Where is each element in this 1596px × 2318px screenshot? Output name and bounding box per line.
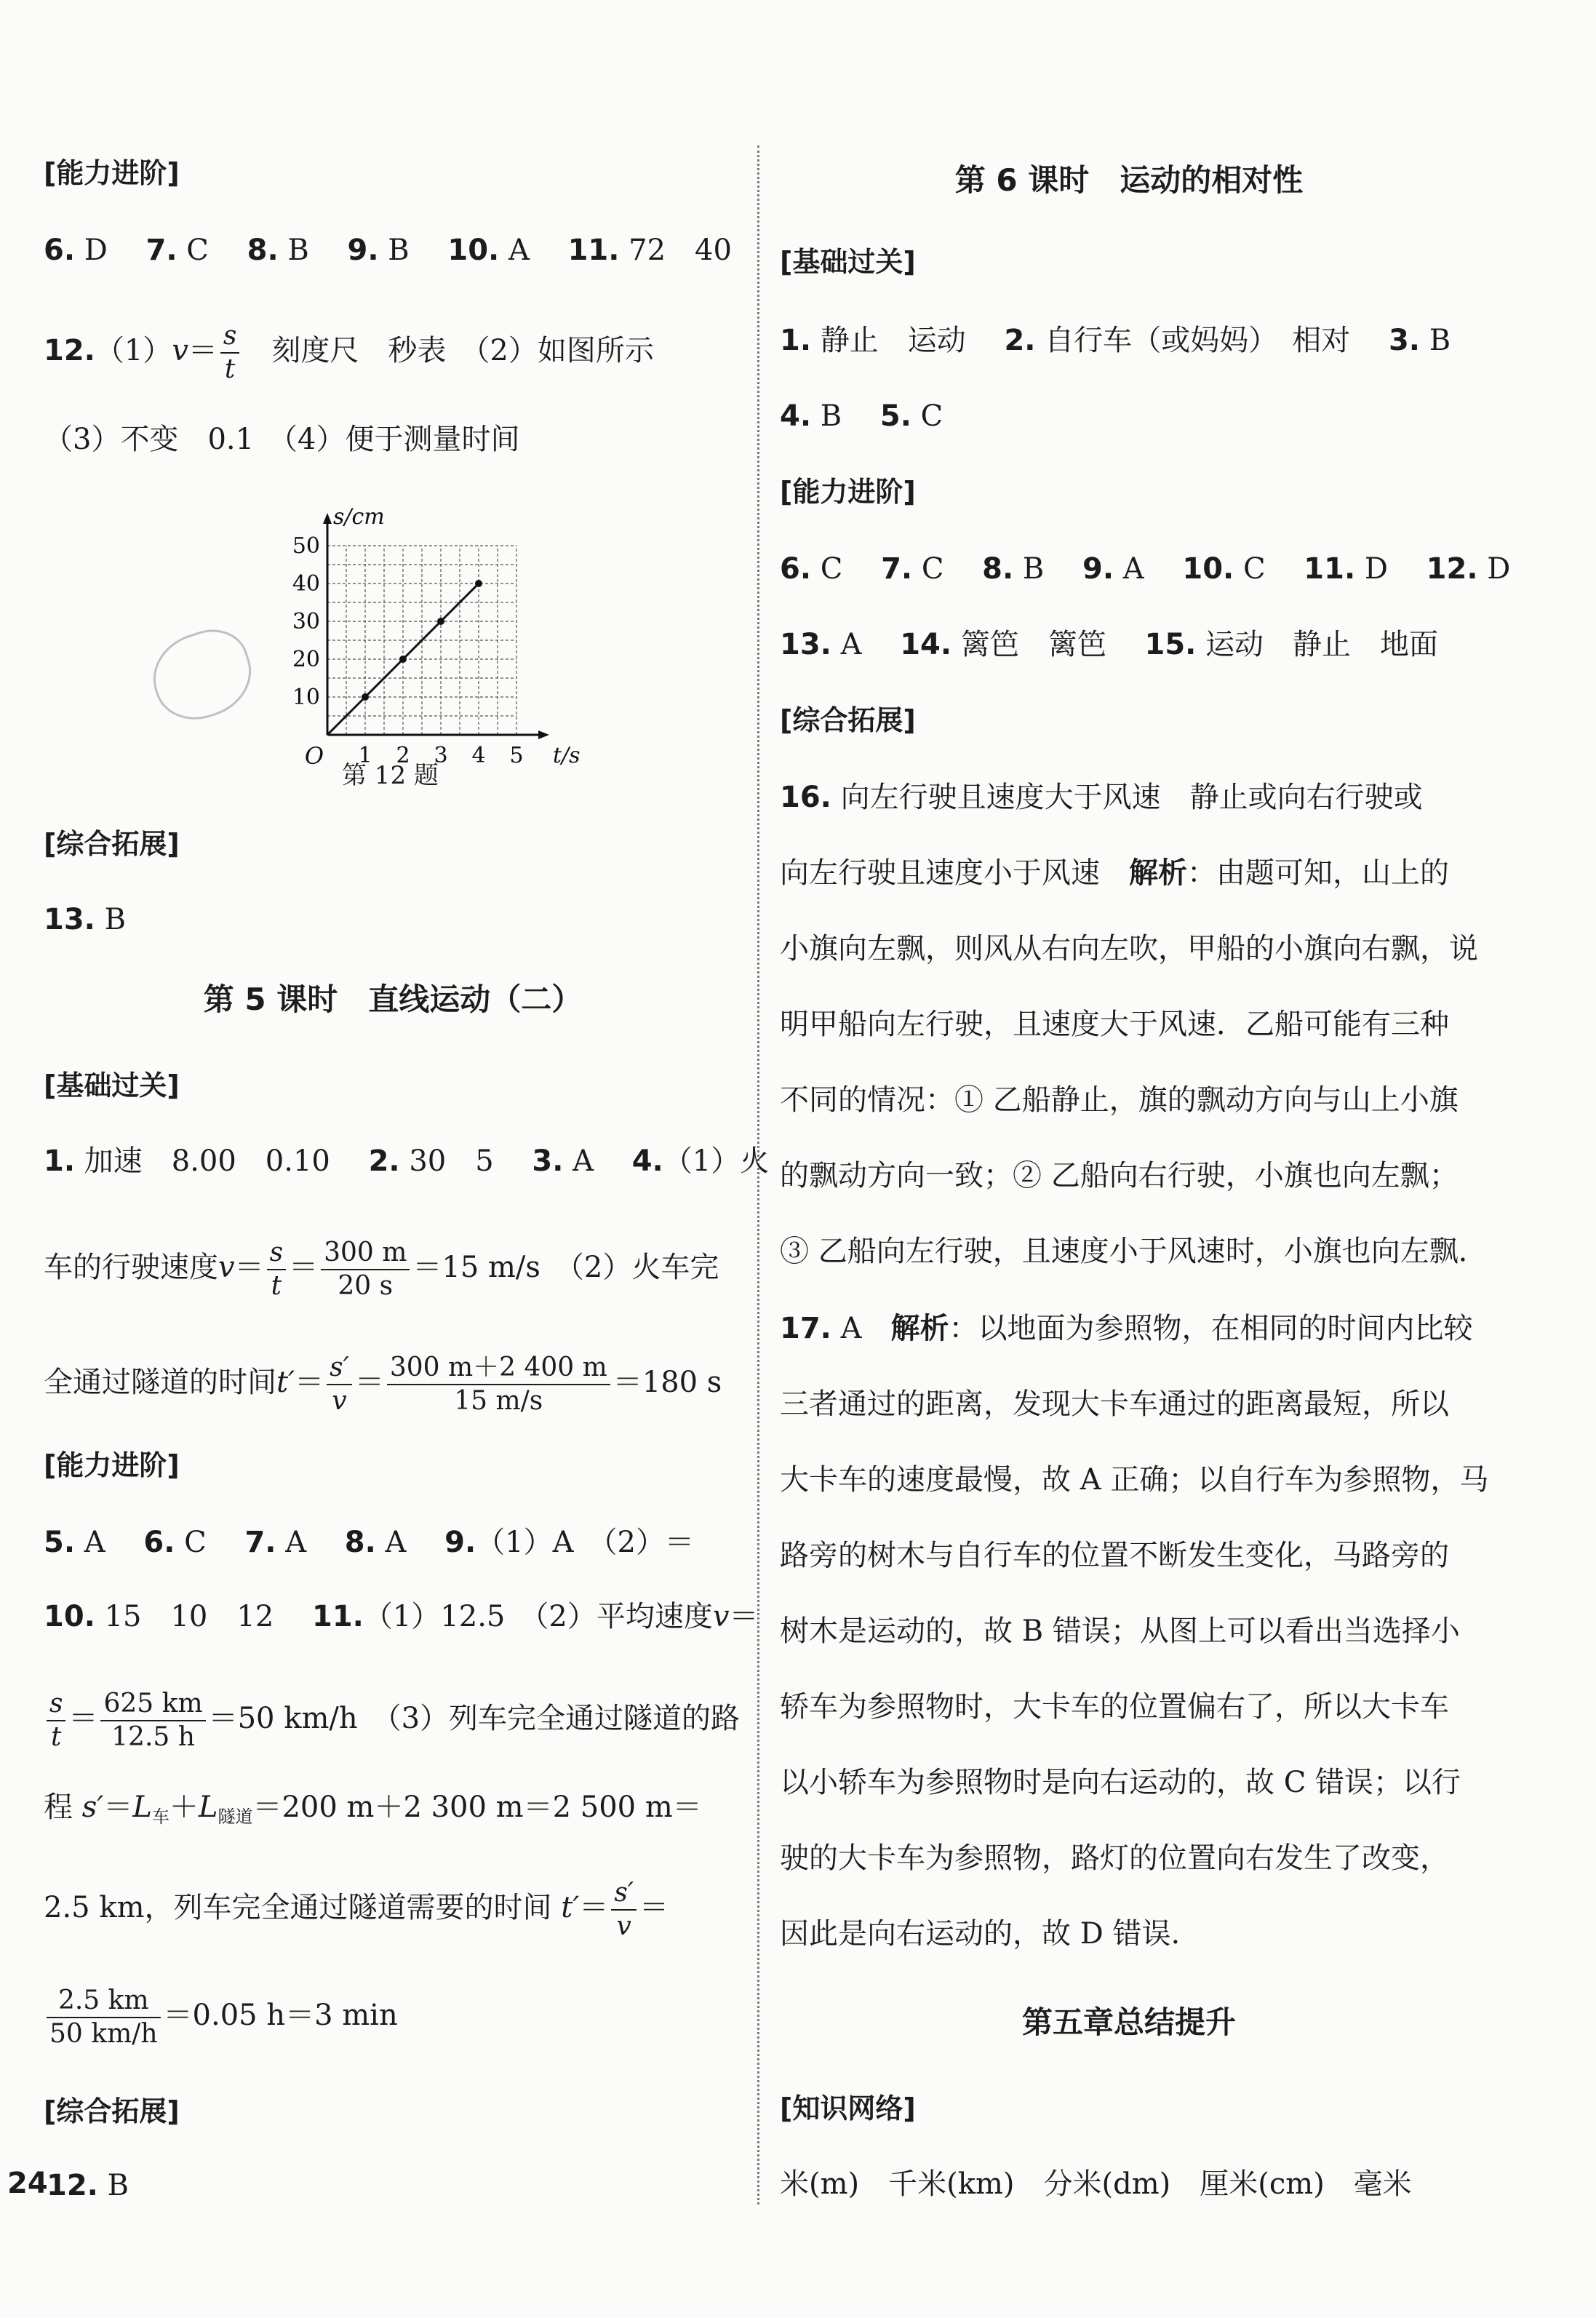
q17-text-line: 以小轿车为参照物时是向右运动的，故 C 错误；以行	[780, 1766, 1461, 1799]
l5-answers-5-9: 5. A 6. C 7. A 8. A 9.（1）A （2）＝	[44, 1526, 694, 1559]
y-axis-arrow	[323, 513, 332, 524]
y-tick-label: 40	[292, 571, 320, 597]
q17-text-line: 三者通过的距离，发现大卡车通过的距离最短，所以	[780, 1387, 1449, 1421]
answer-12-line1: 12.（1）v＝ $\frac{s}{t}$ 刻度尺 秒表 （2）如图所示	[44, 321, 654, 384]
answer-12-line3: （3）不变 0.1 （4）便于测量时间	[44, 423, 520, 456]
l5-line3: 全通过隧道的时间t′＝ $\frac{s'}{v}$ ＝ $\frac{300 m+2 400 m}{15 m/s}$ ＝180 s	[44, 1353, 722, 1416]
l5-line2: 车的行驶速度v＝ $\frac{s}{t}$ ＝ $\frac{300 m}{20 s}$ ＝15 m/s （2）火车完	[44, 1238, 719, 1301]
page-number: 24	[7, 2167, 48, 2200]
fraction-s-over-t: $\frac{s}{t}$	[220, 320, 239, 386]
section-heading-jichu-r: [基础过关]	[780, 246, 916, 278]
x-tick-label: 5	[509, 743, 524, 768]
q16-line2: 向左行驶且速度小于风速 解析：由题可知，山上的	[780, 856, 1449, 890]
lesson6-title: 第 6 课时 运动的相对性	[954, 162, 1304, 198]
l5-answers-1-4: 1. 加速 8.00 0.10 2. 30 5 3. A 4.（1）火	[44, 1144, 770, 1178]
data-point	[362, 693, 369, 701]
x-axis-label: t/s	[553, 743, 580, 768]
l5-answers-10-11: 10. 15 10 12 11.（1）12.5 （2）平均速度v＝	[44, 1600, 759, 1633]
graph-caption: 第 12 题	[342, 761, 439, 790]
answer-13: 13. B	[44, 903, 126, 936]
section-heading-nengli: [能力进阶]	[44, 157, 180, 189]
x-tick-label: 2	[396, 743, 410, 768]
x-axis-arrow	[538, 730, 549, 739]
chapter-summary-title: 第五章总结提升	[1021, 2004, 1236, 2040]
x-tick-label: 4	[471, 743, 486, 768]
section-heading-zonghe-r: [综合拓展]	[780, 704, 916, 736]
answers-6-11: 6. D 7. C 8. B 9. B 10. A 11. 72 40	[44, 234, 732, 267]
s-t-graph	[262, 502, 582, 793]
data-point	[399, 656, 407, 663]
section-heading-jichu: [基础过关]	[44, 1070, 180, 1102]
l5-line8: 2.5 km，列车完全通过隧道需要的时间 t′＝ $\frac{s'}{v}$ ＝	[44, 1878, 669, 1941]
l5-line9: $\frac{2.5 km}{50 km/h}$ ＝0.05 h＝3 min	[44, 1985, 398, 2050]
q16-line1: 16. 向左行驶且速度大于风速 静止或向右行驶或	[780, 781, 1423, 814]
q17-text-line: 路旁的树木与自行车的位置不断发生变化，马路旁的	[780, 1539, 1449, 1572]
x-tick-label: 1	[358, 743, 372, 768]
q17-text-line: 驶的大卡车为参照物，路灯的位置向右发生了改变，	[780, 1841, 1449, 1875]
q16-text-line: ③ 乙船向左行驶，且速度小于风速时，小旗也向左飘．	[780, 1235, 1488, 1268]
r-answers-4-5: 4. B 5. C	[780, 399, 943, 433]
r-answers-13-15: 13. A 14. 篱笆 篱笆 15. 运动 静止 地面	[780, 628, 1439, 661]
r-answers-6-12: 6. C 7. C 8. B 9. A 10. C 11. D 12. D	[780, 552, 1511, 586]
y-tick-label: 30	[292, 609, 320, 634]
section-heading-zhishi: [知识网络]	[780, 2092, 916, 2124]
y-axis-label: s/cm	[333, 504, 385, 530]
y-tick-label: 50	[292, 533, 320, 559]
lesson5-title: 第 5 课时 直线运动（二）	[203, 981, 583, 1017]
section-heading-zonghe-2: [综合拓展]	[44, 2095, 180, 2127]
section-heading-zonghe: [综合拓展]	[44, 828, 180, 860]
units-line: 米(m) 千米(km) 分米(dm) 厘米(cm) 毫米	[780, 2167, 1412, 2201]
q17-text-line: 树木是运动的，故 B 错误；从图上可以看出当选择小	[780, 1614, 1460, 1648]
q16-text-line: 小旗向左飘，则风从右向左吹，甲船的小旗向右飘，说	[780, 932, 1478, 965]
graph-series	[327, 580, 482, 735]
r-answers-1-3: 1. 静止 运动 2. 自行车（或妈妈） 相对 3. B	[780, 324, 1451, 357]
q16-text-line: 不同的情况：① 乙船静止，旗的飘动方向与山上小旗	[780, 1083, 1459, 1117]
q16-text-line: 明甲船向左行驶，且速度大于风速．乙船可能有三种	[780, 1008, 1449, 1041]
q16-text-line: 的飘动方向一致；② 乙船向右行驶，小旗也向左飘；	[780, 1159, 1459, 1192]
l5-line6: $\frac{s}{t}$ ＝ $\frac{625 km}{12.5 h}$ ＝50 km/h （3）列车完全通过隧道的路	[44, 1688, 740, 1753]
origin-label: O	[304, 742, 324, 770]
x-tick-label: 3	[434, 743, 448, 768]
q17-line1: 17. A 解析：以地面为参照物，在相同的时间内比较	[780, 1312, 1473, 1345]
data-point	[475, 580, 482, 587]
y-tick-label: 20	[292, 647, 320, 672]
q17-text-line: 大卡车的速度最慢，故 A 正确；以自行车为参照物，马	[780, 1463, 1489, 1497]
y-tick-label: 10	[292, 685, 320, 710]
graph-ticks	[292, 504, 580, 770]
section-heading-nengli-2: [能力进阶]	[44, 1449, 180, 1481]
stamp-mark	[142, 620, 262, 730]
section-heading-nengli-r: [能力进阶]	[780, 476, 916, 508]
l5-line7: 程 $s'=L_车+L_{隧道}=200$ m＋2 300 m＝2 500 m＝	[44, 1791, 702, 1827]
answer-12b: 12. B	[47, 2169, 129, 2202]
data-point	[437, 618, 444, 625]
q17-text-line: 轿车为参照物时，大卡车的位置偏右了，所以大卡车	[780, 1690, 1449, 1724]
q17-text-line: 因此是向右运动的，故 D 错误.	[780, 1917, 1181, 1951]
